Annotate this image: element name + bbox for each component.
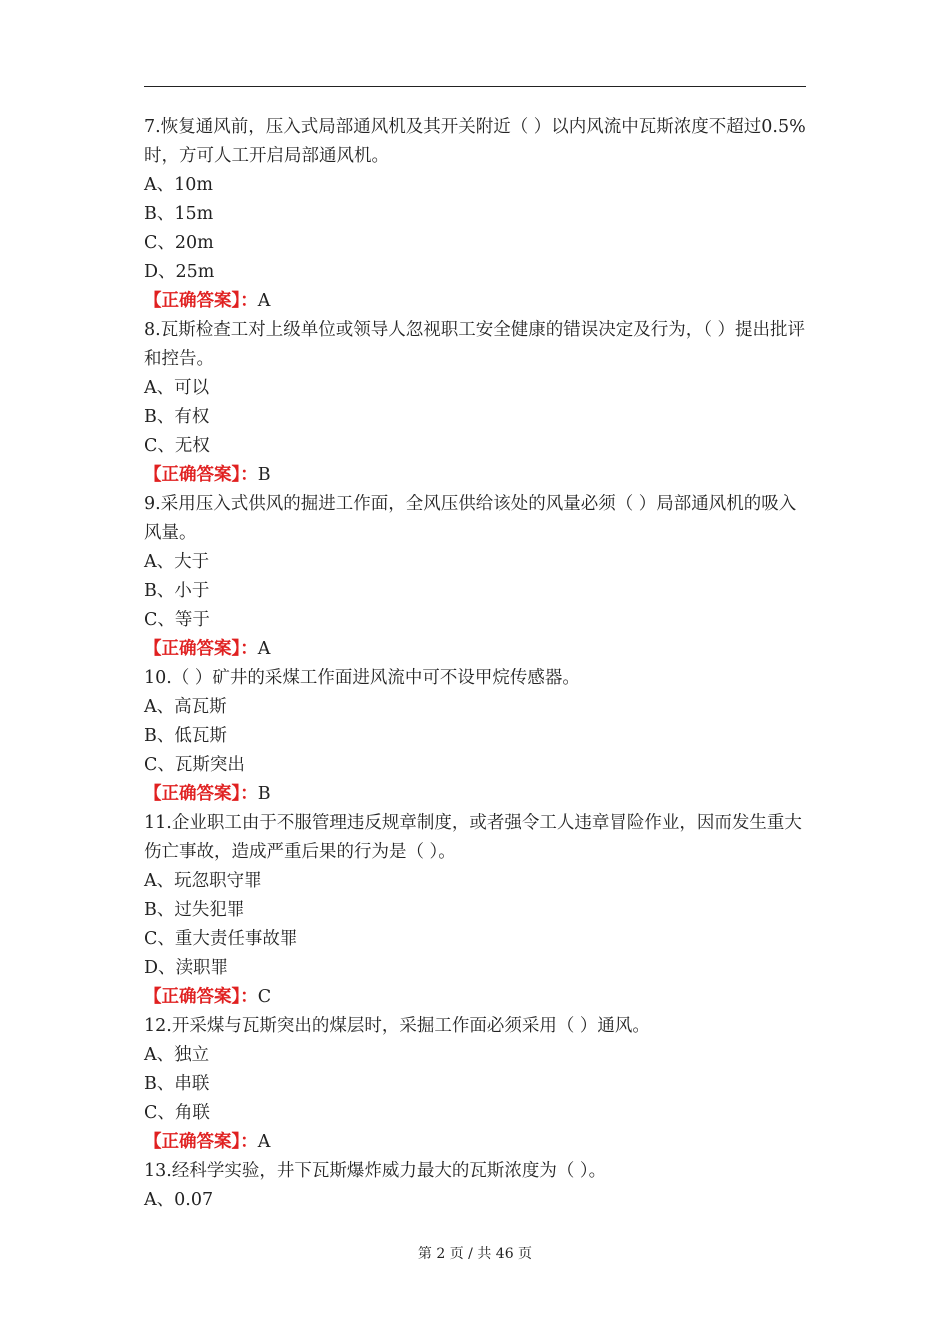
option: C、瓦斯突出 — [144, 755, 245, 775]
question-block — [144, 113, 806, 316]
answer-line — [144, 635, 806, 664]
option: C、等于 — [144, 610, 210, 630]
question-stem: 12.开采煤与瓦斯突出的煤层时，采掘工作面必须采用（ ）通风。 — [144, 1016, 650, 1036]
answer-value: B — [257, 784, 271, 804]
question-block — [144, 809, 806, 1012]
question-stem: 13.经科学实验，井下瓦斯爆炸威力最大的瓦斯浓度为（ ）。 — [144, 1161, 607, 1181]
answer-value: A — [257, 291, 271, 311]
answer-line — [144, 983, 806, 1012]
option: B、过失犯罪 — [144, 900, 245, 920]
option: A、0.07 — [144, 1190, 214, 1210]
question-block — [144, 490, 806, 664]
answer-label: 【正确答案】： — [144, 639, 258, 659]
option: D、25m — [144, 262, 215, 282]
option: B、串联 — [144, 1074, 210, 1094]
question-stem: 11.企业职工由于不服管理违反规章制度，或者强令工人违章冒险作业，因而发生重大伤亡事故，造成严重后果的行为是（ ）。 — [144, 813, 802, 862]
option: D、渎职罪 — [144, 958, 229, 978]
question-block — [144, 1012, 806, 1157]
option: C、重大责任事故罪 — [144, 929, 298, 949]
option: A、独立 — [144, 1045, 210, 1065]
answer-line — [144, 780, 806, 809]
answer-value: B — [257, 465, 271, 485]
answer-label: 【正确答案】： — [144, 1132, 258, 1152]
option: B、小于 — [144, 581, 210, 601]
answer-value: A — [257, 639, 271, 659]
option: A、大于 — [144, 552, 210, 572]
option: B、15m — [144, 204, 214, 224]
answer-value: A — [257, 1132, 271, 1152]
question-stem: 8.瓦斯检查工对上级单位或领导人忽视职工安全健康的错误决定及行为，（ ）提出批评和控告。 — [144, 320, 806, 369]
option: C、角联 — [144, 1103, 210, 1123]
option: B、低瓦斯 — [144, 726, 227, 746]
answer-line — [144, 461, 806, 490]
option: A、可以 — [144, 378, 210, 398]
option: A、玩忽职守罪 — [144, 871, 262, 891]
answer-line — [144, 287, 806, 316]
question-block — [144, 316, 806, 490]
question-block — [144, 1157, 806, 1215]
answer-label: 【正确答案】： — [144, 291, 258, 311]
answer-value: C — [257, 987, 272, 1007]
option: C、无权 — [144, 436, 210, 456]
question-stem: 7.恢复通风前，压入式局部通风机及其开关附近（ ）以内风流中瓦斯浓度不超过0.5%时，方可人工开启局部通风机。 — [144, 117, 806, 166]
page-footer: 第 2 页 / 共 46 页 — [417, 1246, 533, 1262]
header-rule — [144, 86, 806, 87]
answer-label: 【正确答案】： — [144, 987, 258, 1007]
answer-label: 【正确答案】： — [144, 465, 258, 485]
answer-line — [144, 1128, 806, 1157]
answer-label: 【正确答案】： — [144, 784, 258, 804]
question-list — [144, 113, 806, 1215]
question-block — [144, 664, 806, 809]
option: B、有权 — [144, 407, 210, 427]
option: C、20m — [144, 233, 214, 253]
option: A、10m — [144, 175, 214, 195]
question-stem: 9.采用压入式供风的掘进工作面，全风压供给该处的风量必须（ ）局部通风机的吸入风量。 — [144, 494, 797, 543]
question-stem: 10.（ ）矿井的采煤工作面进风流中可不设甲烷传感器。 — [144, 668, 580, 688]
option: A、高瓦斯 — [144, 697, 227, 717]
